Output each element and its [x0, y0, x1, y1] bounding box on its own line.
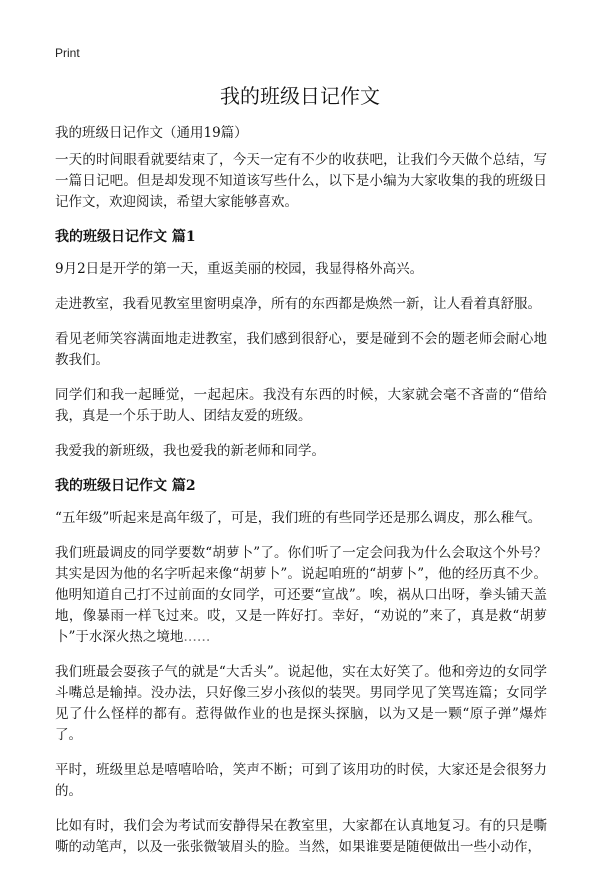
print-link[interactable]: Print — [55, 46, 80, 60]
paragraph: 我们班最会耍孩子气的就是“大舌头”。说起他，实在太好笑了。他和旁边的女同学斗嘴总是输掉。没办法，只好像三岁小孩似的装哭。男同学见了笑骂连篇；女同学见了什么怪样的都有。惹得做作业的也是探头探脑，以为又是一颗“原子弹”爆炸了。 — [55, 664, 547, 743]
paragraph-text: 我们班最调皮的同学要数“胡萝卜”了。你们听了一定会问我为什么会取这个外号？其实是因为他的名字听起来像“胡萝卜”。说起咱班的“胡萝卜”，他的经历真不少。他明知道自己打不过前面的女同学，可还要“宣战”。唉，祸从口出呀，拳头铺天盖地，像暴雨一样飞过来。哎，又是一阵好打。幸好，“劝说的”来了，真是救“胡萝卜”于水深火热之境地 — [55, 545, 547, 645]
paragraph — [55, 543, 547, 648]
section-heading-1: 我的班级日记作文 篇1 — [55, 229, 196, 245]
paragraph: 看见老师笑容满面地走进教室，我们感到很舒心，要是碰到不会的题老师会耐心地教我们。 — [55, 331, 547, 368]
paragraph: “五年级”听起来是高年级了，可是，我们班的有些同学还是那么调皮，那么稚气。 — [55, 510, 542, 526]
paragraph: 比如有时，我们会为考试而安静得呆在教室里，大家都在认真地复习。有的只是嘶嘶的动笔声，以及一张张微皱眉头的脸。当然，如果谁要是随便做出一些小动作， — [55, 818, 547, 855]
ellipsis: …… — [183, 629, 211, 645]
paragraph: 同学们和我一起睡觉，一起起床。我没有东西的时候，大家就会毫不吝啬的“借给我，真是一个乐于助人、团结友爱的班级。 — [55, 387, 547, 424]
paragraph: 走进教室，我看见教室里窗明桌净，所有的东西都是焕然一新，让人看着真舒服。 — [55, 296, 541, 312]
article-body — [55, 150, 547, 872]
page-title: 我的班级日记作文 — [220, 84, 380, 108]
article-subtitle: 我的班级日记作文（通用19篇） — [55, 125, 248, 141]
paragraph: 我爱我的新班级，我也爱我的新老师和同学。 — [55, 443, 325, 459]
paragraph: 平时，班级里总是嘻嘻哈哈，笑声不断；可到了该用功的时侯，大家还是会很努力的。 — [55, 762, 547, 799]
paragraph: 9月2日是开学的第一天，重返美丽的校园，我显得格外高兴。 — [55, 261, 424, 277]
section-heading-2: 我的班级日记作文 篇2 — [55, 478, 196, 494]
intro-paragraph: 一天的时间眼看就要结束了，今天一定有不少的收获吧，让我们今天做个总结，写一篇日记吧。但是却发现不知道该写些什么，以下是小编为大家收集的我的班级日记作文，欢迎阅读，希望大家能够喜欢。 — [55, 152, 547, 210]
